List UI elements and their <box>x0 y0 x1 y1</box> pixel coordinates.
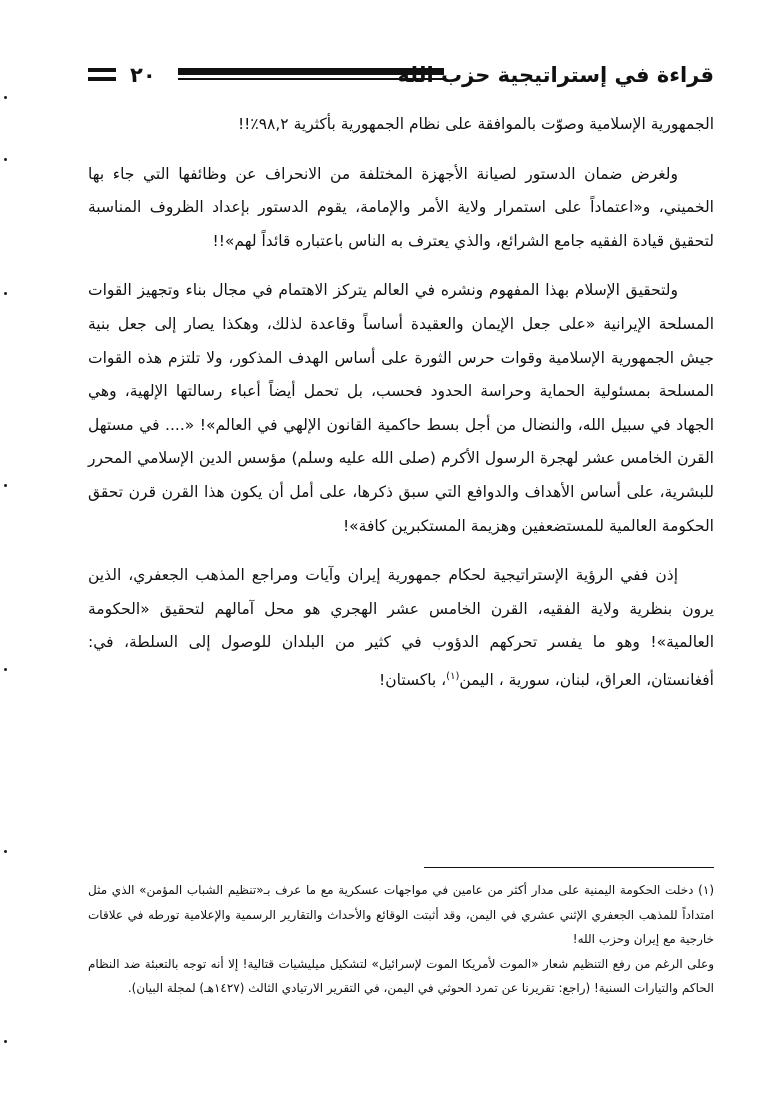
footnotes <box>88 878 714 1001</box>
paragraph-4 <box>88 559 714 698</box>
page-number: ٢٠ <box>130 63 156 87</box>
paragraph-4-end: ، باكستان! <box>379 671 447 690</box>
running-title: قراءة في إستراتيجية حزب الله <box>397 63 714 87</box>
scan-speck <box>4 1040 7 1043</box>
footnote-1: (١) دخلت الحكومة اليمنية على مدار أكثر من عامين في مواجهات عسكرية مع ما عرف بـ«تنظيم الشباب المؤمن» الذي مثل امتداداً للمذهب الجعفري الإثني عشري في اليمن، وقد أثبتت الوقائع والأحداث والتقارير الرسمية والإعلامية تورطه في علاقات خارجية مع إيران وحزب الله! <box>88 883 714 946</box>
footnote-reference: (١) <box>446 670 460 682</box>
paragraph-1: الجمهورية الإسلامية وصوّت بالموافقة على نظام الجمهورية بأكثرية ٩٨,٢٪!! <box>237 115 714 133</box>
footnote-separator <box>424 867 714 868</box>
page-header <box>88 58 714 94</box>
paragraph-2: ولغرض ضمان الدستور لصيانة الأجهزة المختلفة من الانحراف عن وظائفها التي جاء بها الخميني، و«اعتماداً على استمرار ولاية الأمر والإمامة، يقوم الدستور بإعداد الظروف المناسبة لتحقيق قيادة الفقيه جامع الشرائع، والذي يعترف به الناس باعتباره قائداً لهم»!! <box>88 164 714 250</box>
paragraph-3: ولتحقيق الإسلام بهذا المفهوم ونشره في العالم يتركز الاهتمام في مجال بناء وتجهيز القوات المسلحة الإيرانية «على جعل الإيمان والعقيدة أساساً وقاعدة لذلك، وهكذا يصار إلى جعل بنية جيش الجمهورية الإسلامية وقوات حرس الثورة على أساس الهدف المذكور، ولا تلتزم هذه القوات المسلحة بمسئولية الحماية وحراسة الحدود فحسب، بل تحمل أيضاً أعباء رسالتها الإلهية، وهي الجهاد في سبيل الله، والنضال من أجل بسط حاكمية القانون الإلهي في العالم»! «.... في مستهل القرن الخامس عشر لهجرة الرسول الأكرم (صلى الله عليه وسلم) مؤسس الدين الإسلامي المحرر للبشرية، على أساس الأهداف والدوافع التي سبق ذكرها، على أمل أن يكون هذا القرن قرن تحقق الحكومة العالمية للمستضعفين وهزيمة المستكبرين كافة»! <box>88 281 714 535</box>
scan-speck <box>4 668 7 671</box>
header-double-bar-mark <box>88 66 118 86</box>
scan-speck <box>4 484 7 487</box>
scan-speck <box>4 96 7 99</box>
header-bar-top <box>88 68 116 72</box>
scan-speck <box>4 158 7 161</box>
scan-speck <box>4 292 7 295</box>
header-bar-bottom <box>88 77 116 81</box>
paragraph-4-text: إذن ففي الرؤية الإستراتيجية لحكام جمهورية إيران وآيات ومراجع المذهب الجعفري، الذين يرون بنظرية ولاية الفقيه، القرن الخامس عشر الهجري هو محل آمالهم لتحقيق «الحكومة العالمية»! وهو ما يفسر تحركهم الدؤوب في كثير من البلدان للوصول إلى السلطة، في: أفغانستان، العراق، لبنان، سورية ، اليمن <box>88 566 714 690</box>
footnote-1-continued: وعلى الرغم من رفع التنظيم شعار «الموت لأمريكا الموت لإسرائيل» لتشكيل ميليشيات قتالية! إلا أنه توجه بالتعبئة ضد النظام الحاكم والتيارات السنية! (راجع: تقريرنا عن تمرد الحوثي في اليمن، في التقرير الارتيادي الثالث (١٤٢٧هـ) لمجلة البيان). <box>88 956 714 995</box>
body-text <box>88 108 714 698</box>
scan-speck <box>4 850 7 853</box>
